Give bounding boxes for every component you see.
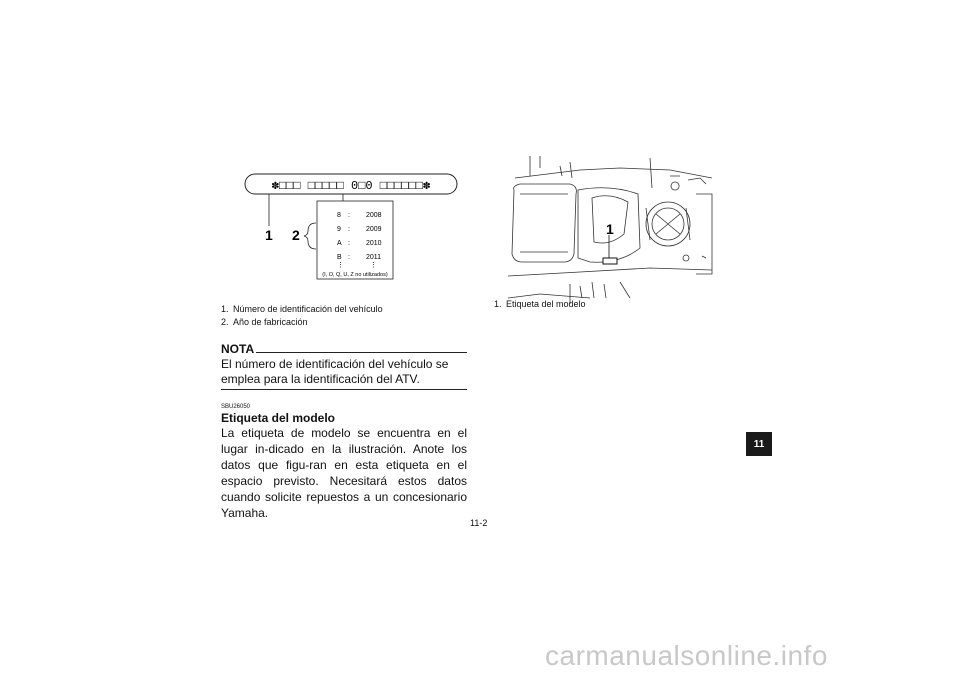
svg-text:B: B [337, 254, 342, 261]
svg-text::: : [348, 254, 350, 261]
watermark: carmanualsonline.info [545, 640, 828, 671]
svg-text::: : [348, 226, 350, 233]
atv-rear-illustration [500, 148, 722, 306]
unused-letters-note: (I, O, Q, U, Z no utilizados) [322, 272, 388, 278]
year-row [337, 240, 382, 247]
svg-text:2008: 2008 [366, 212, 382, 219]
illustration-callout-1: 1 [606, 221, 614, 237]
page-number: 11-2 [470, 518, 488, 528]
nota-header [221, 342, 467, 358]
callout-2: 2 [292, 227, 300, 243]
nota-rule [256, 352, 467, 353]
year-ellipsis: ⋮ [337, 262, 344, 269]
vin-code-line: ✽□□□ □□□□□ 0□0 □□□□□□✽ [271, 179, 431, 193]
nota-end-rule [221, 389, 467, 390]
svg-text:2011: 2011 [366, 254, 382, 261]
caption-item: 1. Número de identificación del vehículo [221, 304, 383, 314]
caption-item: 2. Año de fabricación [221, 317, 308, 327]
callout-2-brace [304, 223, 316, 249]
section-title: Etiqueta del modelo [221, 411, 336, 425]
nota-body: El número de identificación del vehículo se emplea para la identificación del ATV. [221, 357, 449, 386]
section-code: SBU26050 [221, 404, 251, 410]
year-ellipsis: ⋮ [370, 262, 377, 269]
svg-text::: : [348, 240, 350, 247]
figure-captions-left [221, 303, 383, 329]
callout-1: 1 [265, 227, 273, 243]
year-row [337, 254, 381, 261]
svg-text::: : [348, 212, 350, 219]
svg-text:2010: 2010 [366, 240, 382, 247]
figure-caption-right [494, 298, 586, 311]
section-body: La etiqueta de modelo se encuentra en el lugar in-dicado en la ilustración. Anote los datos que figu-ran en esta etiqueta en el espacio previsto. Necesitará estos datos cuando solicite repuestos a un concesionario Yamaha. [221, 426, 467, 520]
nota-title: NOTA [221, 342, 255, 356]
svg-text:8: 8 [337, 212, 341, 219]
year-row [337, 212, 382, 219]
vin-diagram [230, 168, 470, 283]
svg-text:2009: 2009 [366, 226, 382, 233]
svg-text:A: A [337, 240, 342, 247]
caption-item: 1. Etiqueta del modelo [494, 299, 586, 309]
chapter-tab: 11 [746, 432, 772, 456]
year-table [317, 201, 393, 279]
svg-text:9: 9 [337, 226, 341, 233]
year-row [337, 226, 382, 233]
